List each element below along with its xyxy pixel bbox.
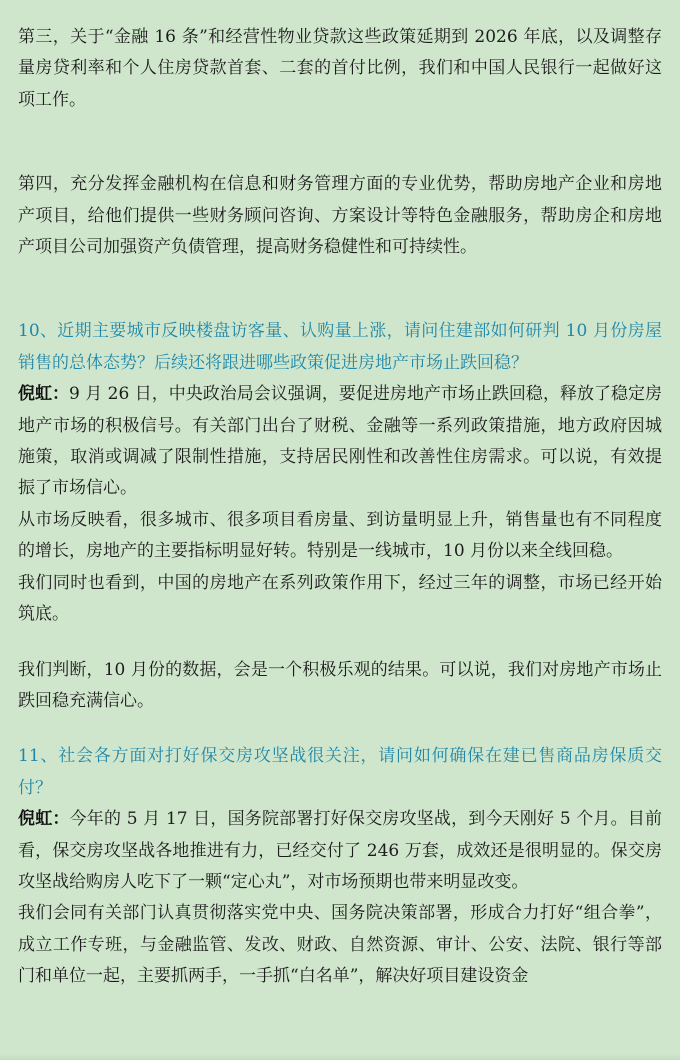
speaker-label: 倪虹： [18,384,70,405]
paragraph-third-point: 第三，关于“金融 16 条”和经营性物业贷款这些政策延期到 2026 年底，以及调整存量房贷利率和个人住房贷款首套、二套的首付比例，我们和中国人民银行一起做好这项工作。 [18,27,662,110]
answer-10-paragraph-3: 我们同时也看到，中国的房地产在系列政策作用下，经过三年的调整，市场已经开始筑底。 [18,572,662,625]
paragraph-spacer [18,263,662,316]
answer-10-paragraph-1 [18,379,662,505]
paragraph-spacer [18,631,662,655]
answer-11-text-1: 今年的 5 月 17 日，国务院部署打好保交房攻坚战，到今天刚好 5 个月。目前看，保交房攻坚战各地推进有力，已经交付了 246 万套，成效还是很明显的。保交房攻坚战给购房人吃下了一颗“定心丸”，对市场预期也带来明显改变。 [18,809,662,892]
answer-10-text-1: 9 月 26 日，中央政治局会议强调，要促进房地产市场止跌回稳，释放了稳定房地产市场的积极信号。有关部门出台了财税、金融等一系列政策措施，地方政府因城施策，取消或调减了限制性措施，支持居民刚性和改善性住房需求。可以说，有效提振了市场信心。 [18,384,662,499]
answer-10-paragraph-2: 从市场反映看，很多城市、很多项目看房量、到访量明显上升，销售量也有不同程度的增长，房地产的主要指标明显好转。特别是一线城市，10 月份以来全线回稳。 [18,509,662,562]
speaker-label: 倪虹： [18,809,70,830]
answer-11-paragraph-2: 我们会同有关部门认真贯彻落实党中央、国务院决策部署，形成合力打好“组合拳”，成立工作专班，与金融监管、发改、财政、自然资源、审计、公安、法院、银行等部门和单位一起，主要抓两手，一手抓“白名单”，解决好项目建设资金 [18,903,662,987]
question-11: 11、社会各方面对打好保交房攻坚战很关注，请问如何确保在建已售商品房保质交付？ [18,746,662,798]
answer-10-paragraph-4: 我们判断，10 月份的数据，会是一个积极乐观的结果。可以说，我们对房地产市场止跌回稳充满信心。 [18,659,662,711]
page-bottom-edge [0,1054,680,1060]
paragraph-fourth-point: 第四，充分发挥金融机构在信息和财务管理方面的专业优势，帮助房地产企业和房地产项目，给他们提供一些财务顾问咨询、方案设计等特色金融服务，帮助房企和房地产项目公司加强资产负债管理，提高财务稳健性和可持续性。 [18,174,662,258]
paragraph-spacer [18,116,662,169]
paragraph-spacer [18,717,662,741]
answer-11-paragraph-1 [18,804,662,898]
question-10: 10、近期主要城市反映楼盘访客量、认购量上涨，请问住建部如何研判 10 月份房屋销售的总体态势？后续还将跟进哪些政策促进房地产市场止跌回稳？ [18,321,662,373]
